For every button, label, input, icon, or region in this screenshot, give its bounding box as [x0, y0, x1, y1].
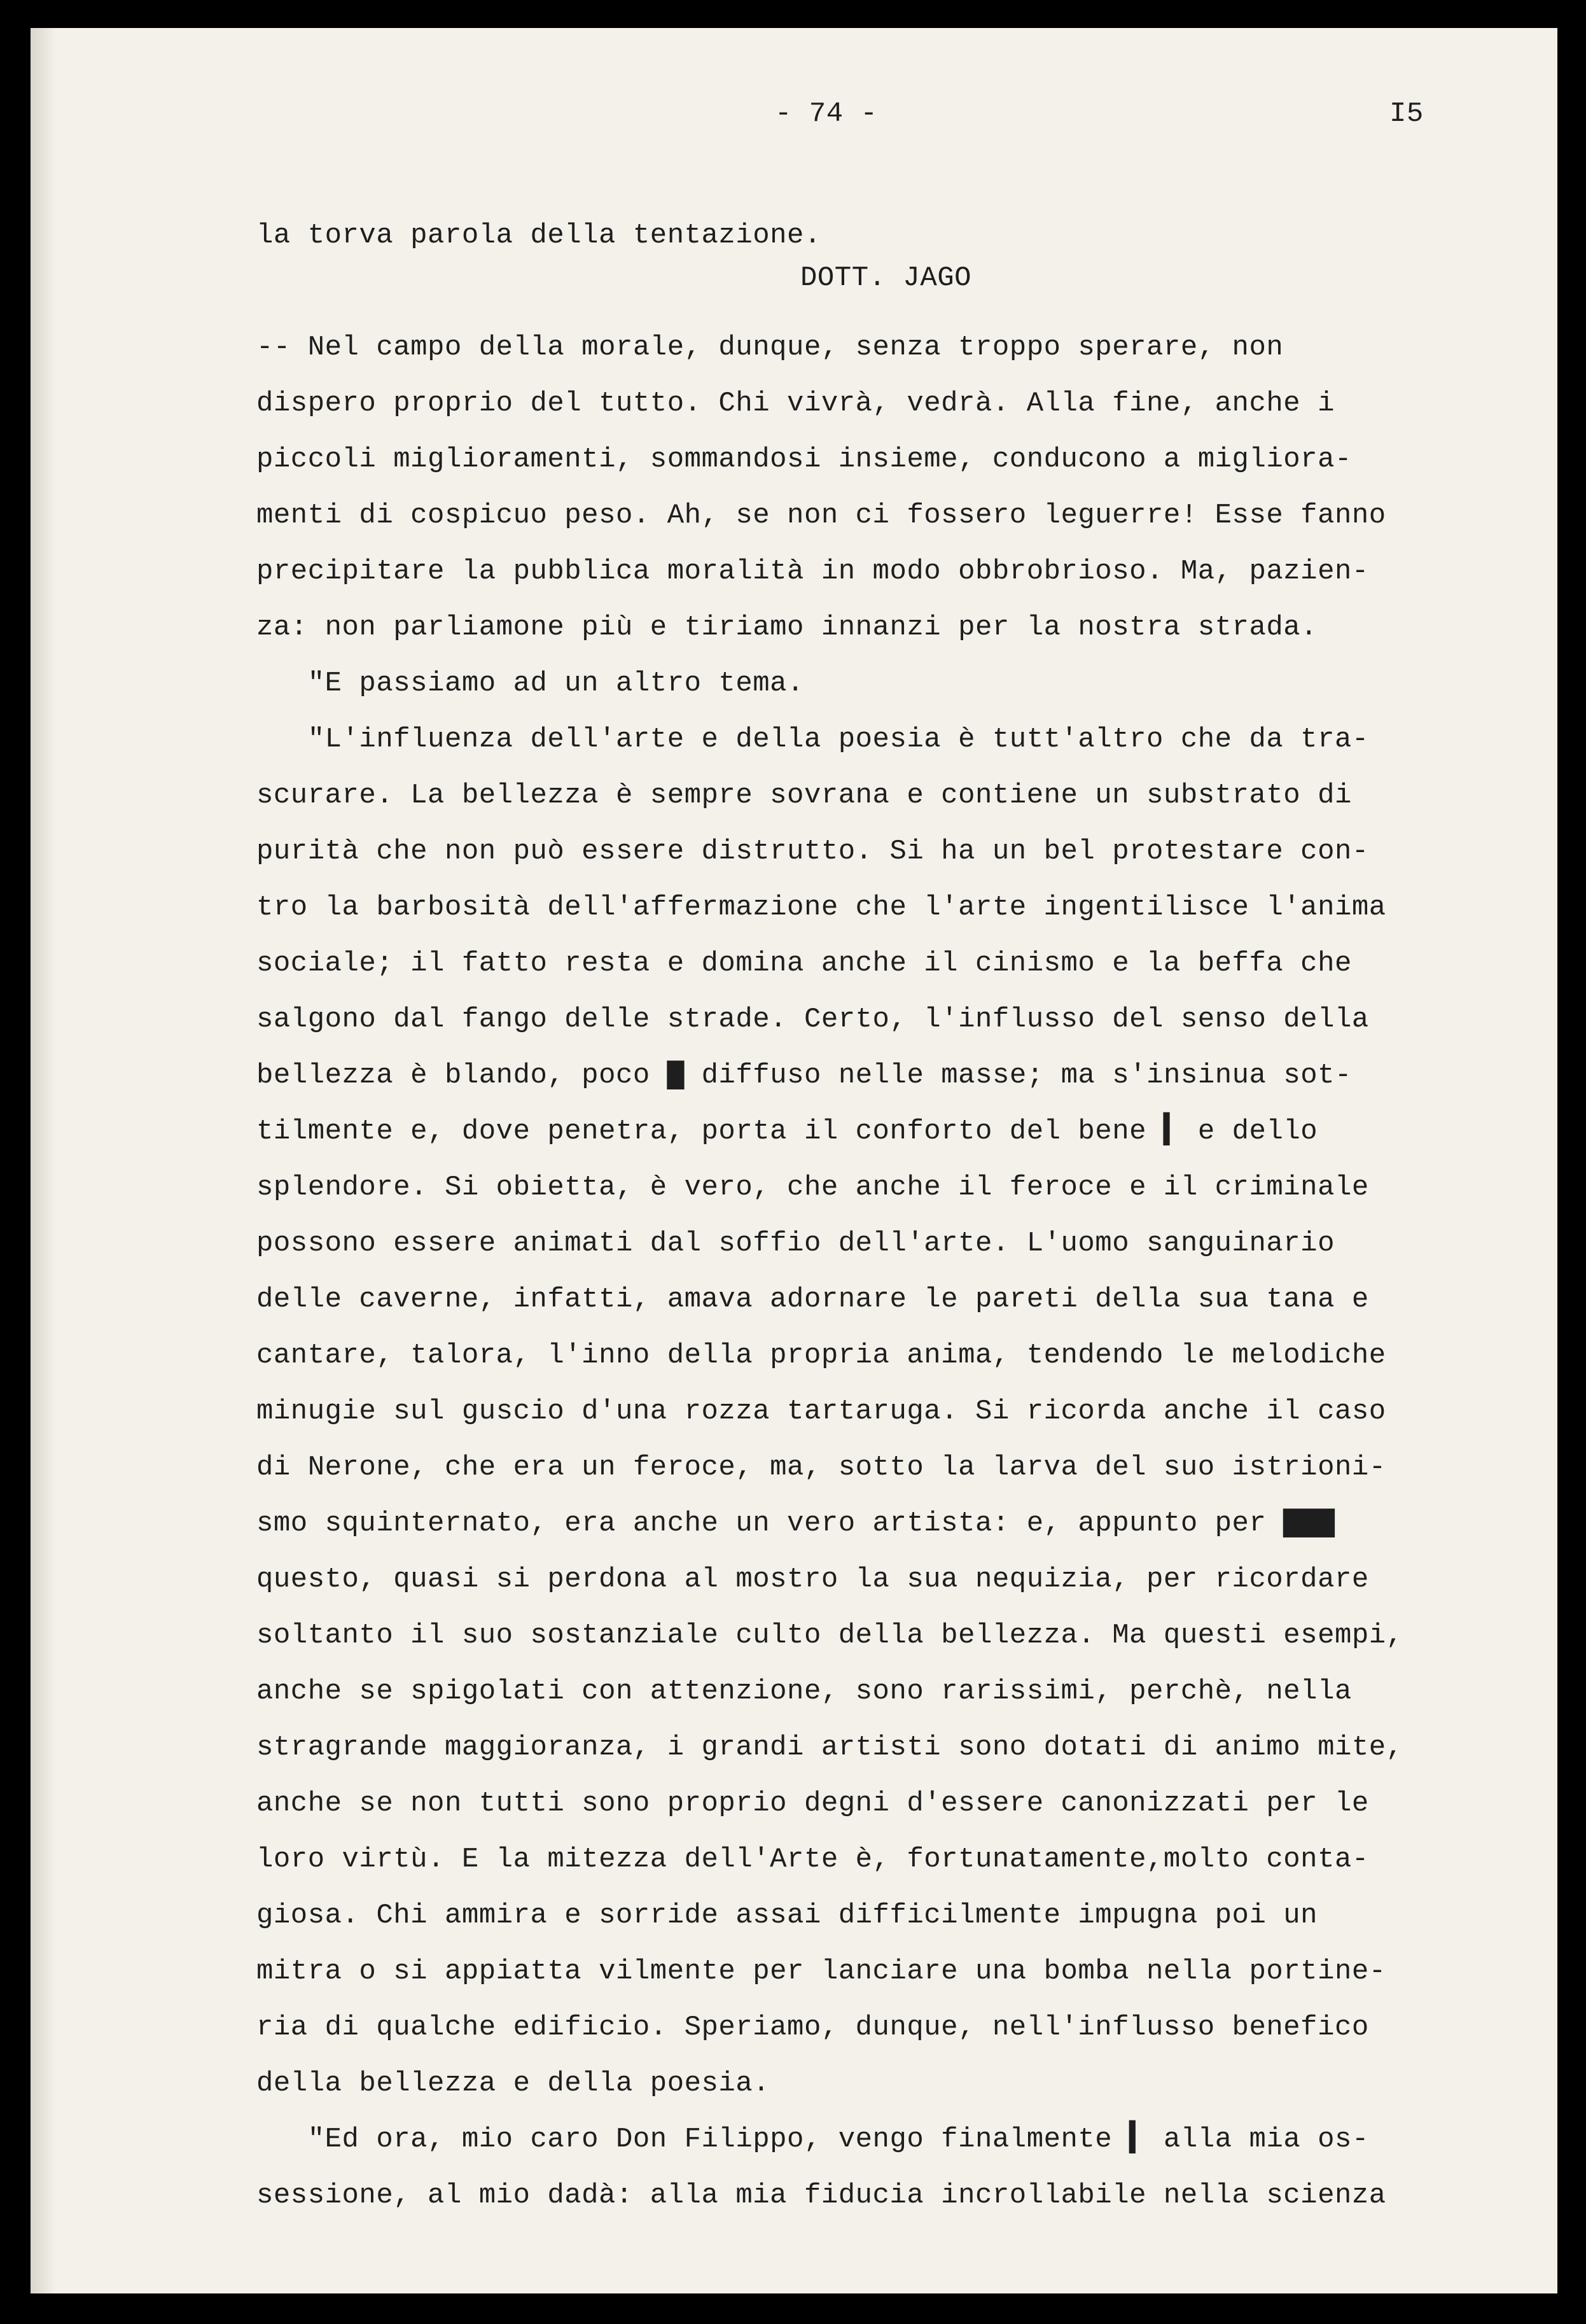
text-line: scurare. La bellezza è sempre sovrana e contiene un substrato di — [256, 780, 1352, 811]
text-line: giosa. Chi ammira e sorride assai difficilmente impugna poi un — [256, 1900, 1318, 1931]
text-line: la torva parola della tentazione. — [256, 220, 821, 251]
text-line: anche se non tutti sono proprio degni d'essere canonizzati per le — [256, 1788, 1369, 1819]
speaker-heading: DOTT. JAGO — [800, 262, 972, 294]
text-line: delle caverne, infatti, amava adornare le pareti della sua tana e — [256, 1284, 1369, 1315]
body-text — [256, 207, 1557, 2223]
text-line: soltanto il suo sostanziale culto della bellezza. Ma questi esempi, — [256, 1620, 1403, 1651]
text-line: purità che non può essere distrutto. Si ha un bel protestare con- — [256, 836, 1369, 867]
text-line: possono essere animati dal soffio dell'arte. L'uomo sanguinario — [256, 1228, 1335, 1259]
text-line: tro la barbosità dell'affermazione che l'arte ingentilisce l'anima — [256, 892, 1386, 923]
text-line: di Nerone, che era un feroce, ma, sotto la larva del suo istrioni- — [256, 1452, 1386, 1483]
text-line: sessione, al mio dadà: alla mia fiducia incrollabile nella scienza — [256, 2180, 1386, 2211]
text-line: "E passiamo ad un altro tema. — [256, 668, 804, 699]
text-line: sociale; il fatto resta e domina anche il cinismo e la beffa che — [256, 948, 1352, 979]
text-line: splendore. Si obietta, è vero, che anche il feroce e il criminale — [256, 1172, 1369, 1203]
text-line: stragrande maggioranza, i grandi artisti sono dotati di animo mite, — [256, 1732, 1403, 1763]
text-line: ria di qualche edificio. Speriamo, dunque, nell'influsso benefico — [256, 2012, 1369, 2043]
text-line: dispero proprio del tutto. Chi vivrà, vedrà. Alla fine, anche i — [256, 388, 1335, 419]
text-line: mitra o si appiatta vilmente per lanciare una bomba nella portine- — [256, 1956, 1386, 1987]
text-line: salgono dal fango delle strade. Certo, l'influsso del senso della — [256, 1004, 1369, 1035]
text-line: "L'influenza dell'arte e della poesia è tutt'altro che da tra- — [256, 724, 1369, 755]
text-line: piccoli miglioramenti, sommandosi insieme, conducono a migliora- — [256, 444, 1352, 475]
text-line: precipitare la pubblica moralità in modo obbrobrioso. Ma, pazien- — [256, 556, 1369, 587]
text-line: minugie sul guscio d'una rozza tartaruga. Si ricorda anche il caso — [256, 1396, 1386, 1427]
text-line: questo, quasi si perdona al mostro la sua nequizia, per ricordare — [256, 1564, 1369, 1595]
text-line: -- Nel campo della morale, dunque, senza troppo sperare, non — [256, 332, 1284, 363]
text-line: della bellezza e della poesia. — [256, 2068, 770, 2099]
text-line: loro virtù. E la mitezza dell'Arte è, fortunatamente,molto conta- — [256, 1844, 1369, 1875]
text-line: bellezza è blando, poco ▇ diffuso nelle masse; ma s'insinua sot- — [256, 1060, 1352, 1091]
folio-number: I5 — [1389, 98, 1424, 130]
text-line: anche se spigolati con attenzione, sono rarissimi, perchè, nella — [256, 1676, 1352, 1707]
text-line: menti di cospicuo peso. Ah, se non ci fossero leguerre! Esse fanno — [256, 500, 1386, 531]
text-line — [256, 263, 1557, 319]
text-line: cantare, talora, l'inno della propria anima, tendendo le melodiche — [256, 1340, 1386, 1371]
typewritten-page — [31, 28, 1557, 2293]
page-number: - 74 - — [775, 98, 878, 130]
text-line: smo squinternato, era anche un vero artista: e, appunto per ▇▇▇ — [256, 1508, 1335, 1539]
text-line: za: non parliamone più e tiriamo innanzi per la nostra strada. — [256, 612, 1318, 643]
text-line: tilmente e, dove penetra, porta il conforto del bene ▍ e dello — [256, 1116, 1318, 1147]
text-line: "Ed ora, mio caro Don Filippo, vengo finalmente ▍ alla mia os- — [256, 2124, 1369, 2155]
